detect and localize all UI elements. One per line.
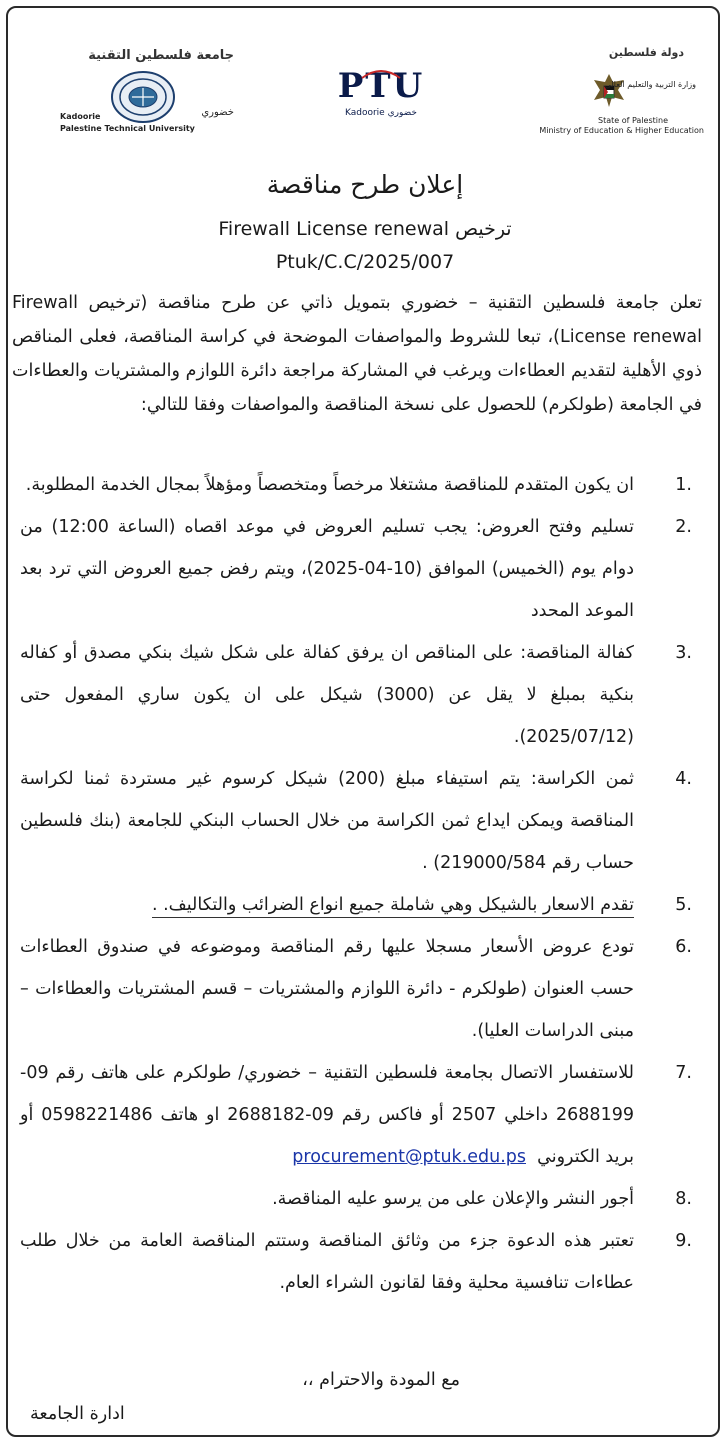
item-number: 6.: [675, 937, 692, 957]
item-number: 5.: [675, 895, 692, 915]
item-number: 2.: [675, 517, 692, 537]
university-seal-icon: [110, 70, 176, 124]
item-number: 1.: [675, 475, 692, 495]
university-name-en-2: Palestine Technical University: [60, 124, 195, 133]
list-item: [8, 884, 720, 926]
item-text: تعتبر هذه الدعوة جزء من وثائق المناقصة وستتم المناقصة العامة من خلال طلب عطاءات تنافسية محلية وفقا لقانون الشراء العام.: [20, 1231, 634, 1293]
list-item: [8, 506, 720, 632]
item-number: 4.: [675, 769, 692, 789]
item-number: 8.: [675, 1189, 692, 1209]
header: [8, 8, 720, 138]
signature: ادارة الجامعة: [30, 1404, 125, 1424]
item-text: كفالة المناقصة: على المناقص ان يرفق كفالة على شكل شيك بنكي مصدق أو كفاله بنكية بمبلغ لا يقل عن (3000) شيكل على ان يكون ساري المفعول حتى (2025/07/12).: [20, 643, 635, 747]
list-item: [8, 1220, 720, 1304]
item-text: للاستفسار الاتصال بجامعة فلسطين التقنية – خضوري/ طولكرم على هاتف رقم 09-2688199 داخلي 2507 أو فاكس رقم 09-2688182 او هاتف 0598221486 أو بريد الكتروني: [20, 1063, 634, 1167]
item-number: 3.: [675, 643, 692, 663]
list-item: [8, 1178, 720, 1220]
tender-announcement: [6, 6, 720, 1437]
ptu-logo-text: PTU: [337, 66, 425, 106]
ministry-name-en: Ministry of Education & Higher Education: [539, 126, 704, 135]
item-text: أجور النشر والإعلان على من يرسو عليه المناقصة.: [272, 1189, 634, 1209]
item-text: ان يكون المتقدم للمناقصة مشتغلا مرخصاً ومتخصصاً ومؤهلاً بمجال الخدمة المطلوبة.: [25, 475, 634, 495]
item-number: 9.: [675, 1231, 692, 1251]
email-link[interactable]: procurement@ptuk.edu.ps: [292, 1147, 526, 1167]
list-item: [8, 758, 720, 884]
list-item: [8, 926, 720, 1052]
logo-arc-icon: [360, 66, 402, 80]
university-line-ar: خضوري: [201, 107, 234, 118]
notice-intro: تعلن جامعة فلسطين التقنية – خضوري بتمويل ذاتي عن طرح مناقصة (ترخيص Firewall License renewal)، تبعا للشروط والمواصفات الموضحة في كراسة المناقصة، فعلى المناقص ذوي الأهلية لتقديم العطاءات ويرغب في المشاركة مراجعة دائرة اللوازم والمشتريات والعطاءات في الجامعة (طولكرم) للحصول على نسخة المناقصة والمواصفات وفقا للتالي:: [12, 293, 703, 415]
university-logo: [38, 40, 238, 140]
closing-greeting: مع المودة والاحترام ،،: [302, 1370, 460, 1390]
university-name-ar: جامعة فلسطين التقنية: [88, 48, 234, 63]
notice-title: إعلان طرح مناقصة: [266, 170, 464, 199]
conditions-list: [8, 464, 720, 1304]
item-text: تسليم وفتح العروض: يجب تسليم العروض في موعد اقصاه (الساعة 12:00) من دوام يوم (الخميس) الموافق (10-04-2025)، ويتم رفض جميع العروض التي ترد بعد الموعد المحدد: [20, 517, 634, 621]
list-item: [8, 1052, 720, 1178]
ministry-state-ar: دولة فلسطين: [608, 46, 684, 59]
state-en: State of Palestine: [597, 116, 668, 125]
ptu-logo: [326, 66, 436, 136]
ministry-logo: [514, 40, 704, 140]
university-name-en-1: Kadoorie: [60, 112, 101, 121]
list-item: [8, 632, 720, 758]
ministry-name-ar: وزارة التربية والتعليم العالي: [604, 80, 696, 89]
notice-reference: Ptuk/C.C/2025/007: [275, 251, 455, 273]
item-number: 7.: [675, 1063, 692, 1083]
eagle-emblem-icon: [590, 70, 628, 110]
item-text: ثمن الكراسة: يتم استيفاء مبلغ (200) شيكل كرسوم غير مستردة ثمنا لكراسة المناقصة ويمكن ايداع ثمن الكراسة من خلال الحساب البنكي للجامعة (بنك فلسطين حساب رقم 219000/584) .: [20, 769, 634, 873]
item-text: تودع عروض الأسعار مسجلا عليها رقم المناقصة وموضوعه في صندوق العطاءات حسب العنوان (طولكرم - دائرة اللوازم والمشتريات – قسم المشتريات والعطاءات – مبنى الدراسات العليا).: [20, 937, 634, 1041]
notice-subject: ترخيص Firewall License renewal: [218, 218, 512, 240]
item-text: تقدم الاسعار بالشيكل وهي شاملة جميع انواع الضرائب والتكاليف. .: [152, 895, 634, 918]
ptu-logo-subtitle: Kadoorie خضوري: [344, 108, 417, 118]
list-item: [8, 464, 720, 506]
